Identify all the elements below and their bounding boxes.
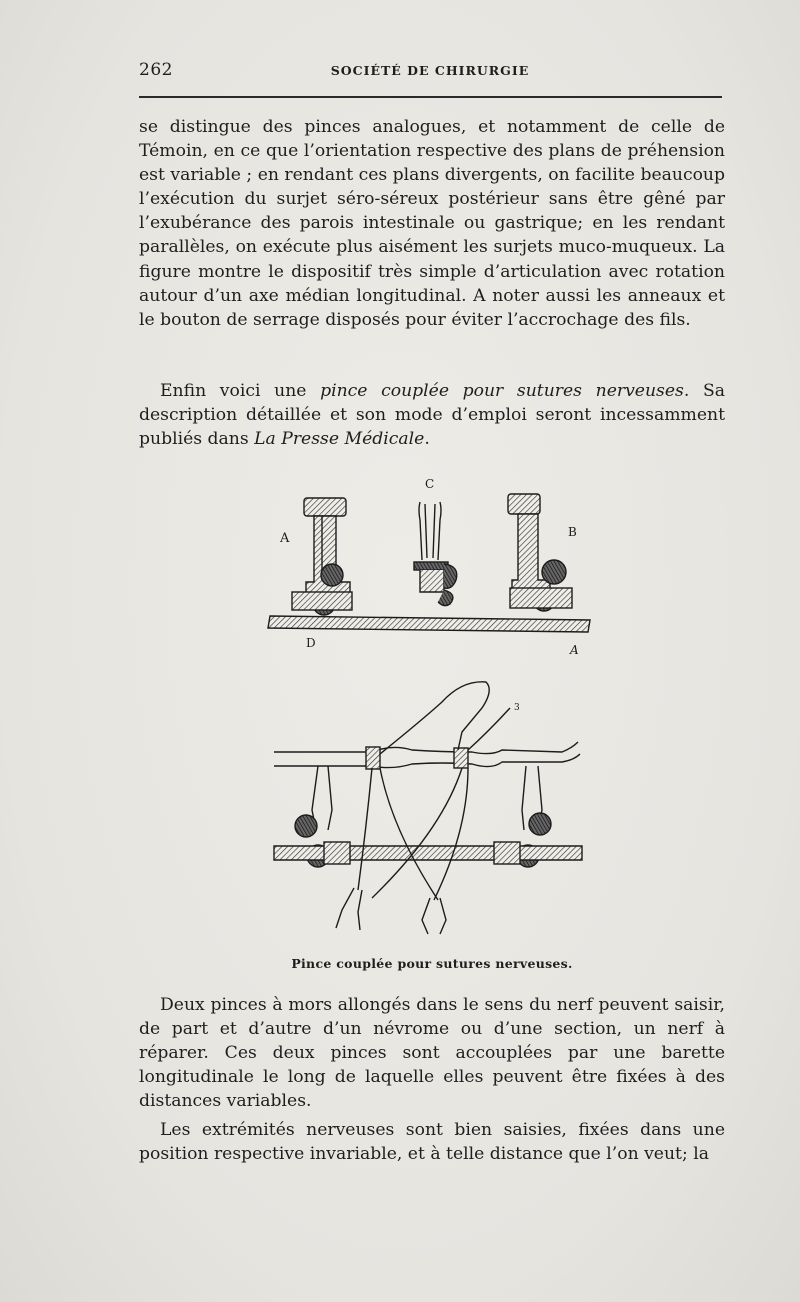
paragraph-2-text-c: . <box>424 429 430 450</box>
clamp-c <box>414 502 457 606</box>
paragraph-3: Deux pinces à mors allongés dans le sens du nerf peuvent saisir, de part et d’autre d’un névrome ou d’une section, un nerf à réparer. Ces deux pinces sont accouplées par une barette longitudinale le long de laquelle elles peuvent être fixées à des distances variables. <box>139 995 725 1112</box>
clamp-b <box>508 494 572 611</box>
nerve <box>274 742 578 754</box>
engraver-signature: A <box>570 643 579 657</box>
label-d: D <box>306 636 316 650</box>
paragraph-2-text-a: Enfin voici une <box>160 381 321 401</box>
clamp-a <box>292 498 352 615</box>
paragraph-2-italic-title: pince couplée pour sutures nerveuses <box>320 381 684 401</box>
paragraph-1: se distingue des pinces analogues, et notamment de celle de Témoin, en ce que l’orientation respective des plans de préhension est variable ; en rendant ces plans divergents, on facilite beaucoup l’exécution du surjet séro-séreux postérieur sans être gêné par l’exubérance des parois intestinale ou gastrique; en les rendant parallèles, on exécute plus aisément les surjets muco-muqueux. La figure montre le dispositif très simple d’articulation avec rotation autour d’un axe médian longitudinal. A noter aussi les anneaux et le bouton de serrage disposés pour éviter l’accrochage des fils. <box>139 117 725 330</box>
page-header <box>139 58 721 88</box>
paragraph-4: Les extrémités nerveuses sont bien saisies, fixées dans une position respective invariable, et à telle distance que l’on veut; la <box>139 1120 725 1165</box>
running-head: SOCIÉTÉ DE CHIRURGIE <box>330 63 530 78</box>
paragraph-2 <box>139 379 725 451</box>
label-c: C <box>425 477 435 491</box>
figure-pince-couplee <box>262 470 602 940</box>
paragraph-2-text-b: . Sa description détaillée et son mode d’emploi seront incessamment publiés dans <box>139 381 726 450</box>
label-b: B <box>568 525 577 539</box>
coupled-forceps-assembly <box>274 682 582 934</box>
page-number: 262 <box>139 60 173 80</box>
header-rule <box>139 96 722 98</box>
paragraph-2-journal: La Presse Médicale <box>254 429 425 450</box>
label-a: A <box>280 531 290 546</box>
label-3: 3 <box>514 703 520 713</box>
figure-caption: Pince couplée pour sutures nerveuses. <box>291 956 573 971</box>
bar-d <box>268 616 590 632</box>
